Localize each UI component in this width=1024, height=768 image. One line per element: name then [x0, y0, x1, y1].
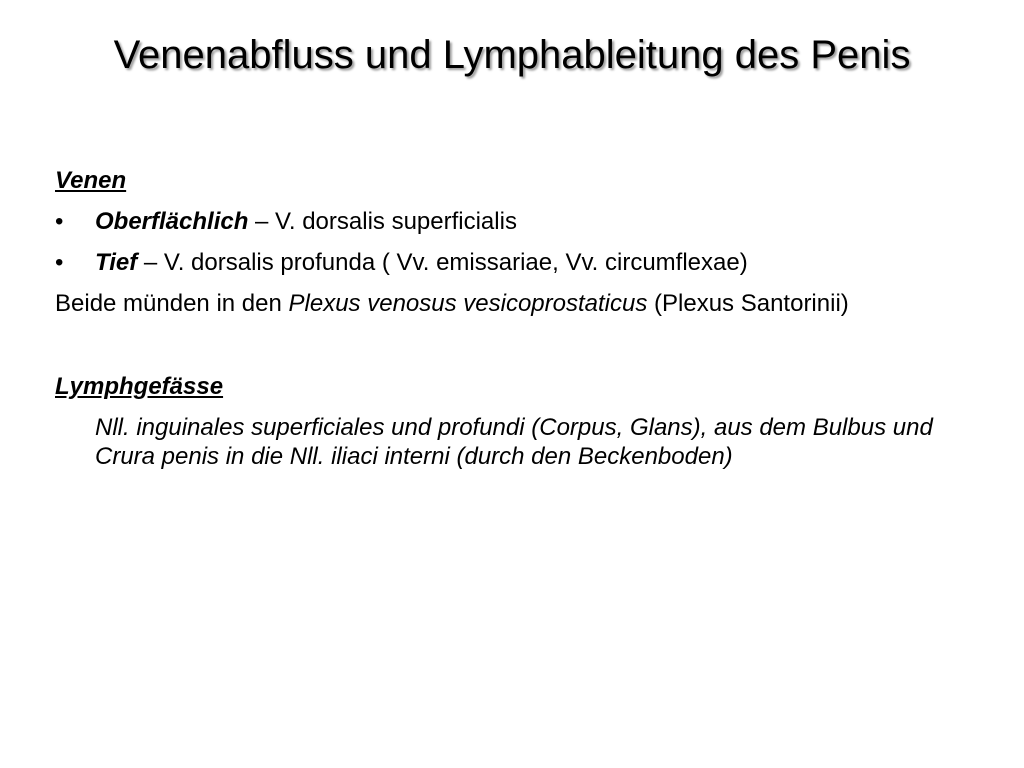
lymph-heading: Lymphgefässe: [55, 373, 224, 400]
venen-note-plexus: Plexus venosus vesicoprostaticus: [288, 290, 648, 317]
slide-body: [55, 166, 955, 471]
bullet-term: Tief: [95, 249, 138, 276]
venen-note: [55, 289, 955, 318]
bullet-tief: [55, 248, 955, 277]
bullet-marker: •: [55, 208, 64, 235]
bullet-oberflaechlich: [55, 207, 955, 236]
venen-note-prefix: Beide münden in den: [55, 290, 289, 317]
slide-title: Venenabfluss und Lymphableitung des Penis: [113, 33, 911, 77]
lymph-text: Nll. inguinales superficiales und profundi (Corpus, Glans), aus dem Bulbus und Crura penis in die Nll. iliaci interni (durch den Beckenboden): [95, 414, 933, 470]
spacer: [55, 330, 955, 372]
venen-heading: Venen: [55, 167, 127, 194]
bullet-text: – V. dorsalis superficialis: [248, 208, 517, 235]
venen-note-suffix: (Plexus Santorinii): [647, 290, 849, 317]
bullet-term: Oberflächlich: [95, 208, 249, 235]
bullet-text: – V. dorsalis profunda ( Vv. emissariae, Vv. circumflexae): [137, 249, 748, 276]
bullet-marker: •: [55, 249, 64, 276]
